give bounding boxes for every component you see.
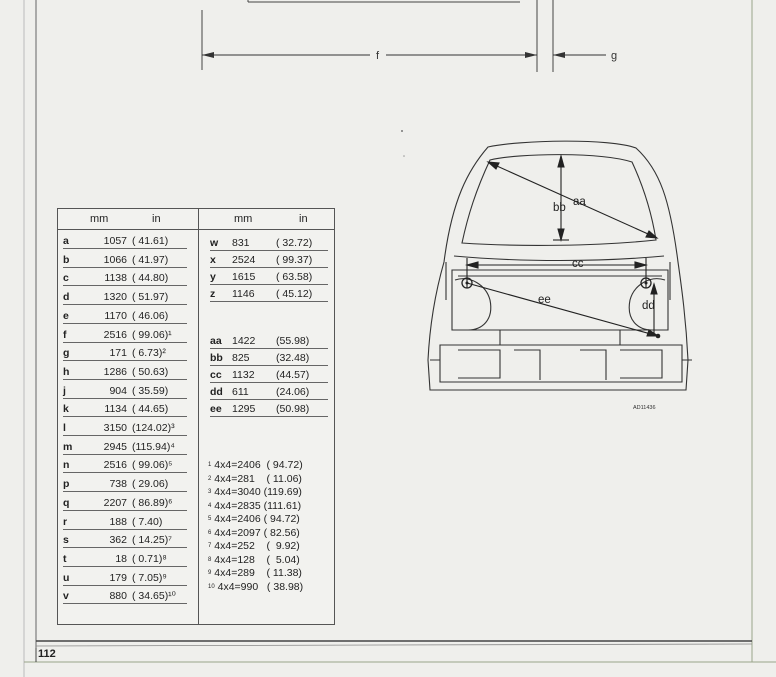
row-rule bbox=[210, 382, 328, 383]
row-rule bbox=[63, 603, 187, 604]
row-mm: 171 bbox=[109, 347, 127, 360]
row-key: h bbox=[63, 365, 70, 378]
row-in: ( 0.71)⁸ bbox=[132, 552, 167, 565]
row-key: f bbox=[63, 328, 67, 341]
footnote-line bbox=[208, 527, 300, 539]
table-row bbox=[210, 252, 330, 268]
row-key: bb bbox=[210, 352, 223, 364]
row-key: cc bbox=[210, 369, 222, 381]
table-row bbox=[63, 439, 193, 455]
footnote-line bbox=[208, 540, 300, 552]
row-in: ( 41.61) bbox=[132, 235, 169, 247]
row-rule bbox=[63, 248, 187, 249]
label-aa: aa bbox=[573, 196, 586, 208]
row-rule bbox=[63, 529, 187, 530]
footnote-line bbox=[208, 513, 300, 525]
row-rule bbox=[210, 267, 328, 268]
row-mm: 2516 bbox=[103, 328, 127, 341]
footnote-line bbox=[208, 473, 302, 485]
table-row bbox=[63, 270, 193, 286]
row-rule bbox=[63, 547, 187, 548]
footnote-text: 4x4=128 ( 5.04) bbox=[211, 553, 300, 566]
row-mm: 904 bbox=[109, 384, 127, 397]
footnote-marker: 3 bbox=[208, 489, 212, 495]
row-mm: 179 bbox=[109, 571, 127, 584]
row-rule bbox=[210, 284, 328, 285]
footnote-text: 4x4=990 ( 38.98) bbox=[214, 580, 304, 593]
row-key: n bbox=[63, 459, 70, 472]
label-ee: ee bbox=[538, 294, 551, 306]
table-row bbox=[210, 286, 330, 302]
row-rule bbox=[210, 348, 328, 349]
table-row bbox=[63, 532, 193, 548]
row-mm: 1132 bbox=[232, 369, 255, 381]
row-in: (55.98) bbox=[276, 335, 310, 347]
row-key: e bbox=[63, 309, 69, 322]
row-rule bbox=[63, 491, 187, 492]
footnote-text: 4x4=3040 (119.69) bbox=[211, 486, 302, 498]
row-in: ( 99.37) bbox=[276, 254, 313, 266]
footnote-line bbox=[208, 581, 303, 593]
footnote-text: 4x4=2097 ( 82.56) bbox=[211, 526, 300, 539]
row-in: (44.57) bbox=[276, 369, 310, 381]
table-header-rule bbox=[58, 229, 334, 230]
row-rule bbox=[63, 379, 187, 380]
row-in: (32.48) bbox=[276, 352, 310, 364]
footnote-line bbox=[208, 554, 300, 566]
row-rule bbox=[210, 250, 328, 251]
footnote-marker: 10 bbox=[208, 583, 215, 590]
row-in: ( 34.65)¹⁰ bbox=[132, 590, 176, 603]
row-in: ( 41.97) bbox=[132, 253, 169, 266]
row-mm: 3150 bbox=[103, 422, 127, 434]
row-in: (50.98) bbox=[276, 403, 310, 415]
footnote-marker: 7 bbox=[208, 543, 212, 549]
dimension-g-label: g bbox=[611, 50, 618, 62]
row-rule bbox=[63, 285, 187, 286]
row-rule bbox=[63, 566, 187, 567]
page-number: 112 bbox=[38, 648, 56, 660]
table-row bbox=[63, 457, 193, 473]
footnote-text: 4x4=289 ( 11.38) bbox=[211, 567, 302, 579]
row-mm: 1422 bbox=[232, 335, 256, 347]
row-mm: 1615 bbox=[232, 271, 256, 283]
row-key: w bbox=[210, 237, 219, 249]
row-mm: 825 bbox=[232, 352, 250, 364]
row-in: ( 86.89)⁶ bbox=[132, 496, 173, 509]
row-key: z bbox=[210, 288, 216, 300]
footnote-text: 4x4=2406 ( 94.72) bbox=[211, 513, 300, 525]
footnote-marker: 6 bbox=[208, 529, 212, 536]
row-in: ( 46.06) bbox=[132, 309, 169, 322]
row-mm: 2516 bbox=[103, 459, 127, 472]
row-mm: 1295 bbox=[232, 403, 256, 415]
row-in: (115.94)⁴ bbox=[132, 440, 175, 453]
row-key: g bbox=[63, 347, 70, 360]
figure-code: AD11436 bbox=[633, 405, 656, 411]
row-rule bbox=[63, 416, 187, 417]
row-key: c bbox=[63, 272, 69, 285]
row-in: ( 44.65) bbox=[132, 403, 169, 416]
label-bb: bb bbox=[553, 202, 566, 214]
row-key: a bbox=[63, 235, 69, 247]
row-key: j bbox=[63, 384, 66, 397]
row-mm: 2524 bbox=[232, 254, 256, 266]
table-row bbox=[63, 252, 193, 268]
row-mm: 1170 bbox=[104, 309, 127, 322]
row-rule bbox=[210, 416, 328, 417]
row-key: aa bbox=[210, 335, 222, 347]
row-rule bbox=[63, 304, 187, 305]
left-header-in: in bbox=[152, 213, 161, 225]
table-row bbox=[63, 308, 193, 324]
row-mm: 738 bbox=[109, 478, 127, 491]
table-row bbox=[63, 401, 193, 417]
table-row bbox=[63, 495, 193, 511]
row-mm: 2207 bbox=[103, 496, 127, 509]
row-mm: 188 bbox=[109, 515, 127, 528]
table-row bbox=[63, 289, 193, 305]
row-mm: 880 bbox=[109, 590, 127, 603]
table-row bbox=[63, 588, 193, 604]
row-in: ( 7.05)⁹ bbox=[132, 571, 167, 584]
row-key: d bbox=[63, 291, 70, 304]
table-row bbox=[63, 476, 193, 492]
table-row bbox=[63, 551, 193, 567]
table-row bbox=[63, 364, 193, 380]
row-rule bbox=[63, 472, 187, 473]
table-row bbox=[63, 570, 193, 586]
row-mm: 1057 bbox=[103, 235, 127, 247]
row-rule bbox=[210, 399, 328, 400]
dimensions-table bbox=[57, 208, 335, 625]
row-key: v bbox=[63, 590, 69, 603]
row-key: p bbox=[63, 478, 70, 491]
footnote-marker: 4 bbox=[208, 502, 212, 509]
footnote-line bbox=[208, 459, 303, 471]
row-rule bbox=[63, 585, 187, 586]
row-mm: 362 bbox=[109, 534, 127, 547]
row-in: ( 99.06)¹ bbox=[132, 328, 172, 341]
row-in: ( 7.40) bbox=[132, 515, 163, 528]
row-key: ee bbox=[210, 403, 222, 415]
footnote-marker: 9 bbox=[208, 570, 212, 576]
row-rule bbox=[63, 510, 187, 511]
table-row bbox=[63, 383, 193, 399]
table-row bbox=[210, 350, 330, 366]
table-row bbox=[210, 269, 330, 285]
footnote-text: 4x4=252 ( 9.92) bbox=[211, 540, 300, 552]
row-mm: 831 bbox=[232, 237, 250, 249]
table-row bbox=[63, 327, 193, 343]
row-mm: 1134 bbox=[104, 403, 127, 416]
row-mm: 1138 bbox=[104, 272, 127, 285]
row-key: k bbox=[63, 403, 69, 416]
table-row bbox=[63, 514, 193, 530]
label-dd: dd bbox=[642, 300, 655, 312]
footnote-marker: 8 bbox=[208, 556, 212, 563]
footnote-marker: 1 bbox=[208, 462, 212, 468]
table-row bbox=[210, 367, 330, 383]
table-row bbox=[63, 233, 193, 249]
table-row bbox=[63, 420, 193, 436]
row-rule bbox=[63, 342, 187, 343]
row-in: ( 6.73)² bbox=[132, 347, 166, 360]
row-in: ( 99.06)⁵ bbox=[132, 459, 173, 472]
row-rule bbox=[63, 435, 187, 436]
table-row bbox=[210, 384, 330, 400]
footnote-marker: 2 bbox=[208, 475, 212, 482]
row-in: (124.02)³ bbox=[132, 422, 175, 434]
footnote-line bbox=[208, 567, 302, 579]
row-rule bbox=[63, 267, 187, 268]
footnote-text: 4x4=2835 (111.61) bbox=[211, 499, 302, 512]
row-in: ( 14.25)⁷ bbox=[132, 534, 172, 547]
row-mm: 1066 bbox=[103, 253, 127, 266]
footnote-line bbox=[208, 500, 301, 512]
table-row bbox=[210, 235, 330, 251]
row-in: ( 35.59) bbox=[132, 384, 169, 397]
row-in: ( 51.97) bbox=[132, 291, 169, 304]
row-in: (24.06) bbox=[276, 386, 310, 398]
table-row bbox=[210, 333, 330, 349]
row-key: b bbox=[63, 253, 70, 266]
row-key: t bbox=[63, 552, 67, 565]
label-cc: cc bbox=[572, 258, 584, 270]
row-key: u bbox=[63, 571, 70, 584]
row-rule bbox=[63, 398, 187, 399]
table-row bbox=[63, 345, 193, 361]
row-rule bbox=[63, 323, 187, 324]
row-in: ( 32.72) bbox=[276, 237, 313, 249]
row-key: s bbox=[63, 534, 69, 547]
row-in: ( 44.80) bbox=[132, 272, 169, 285]
footnote-text: 4x4=281 ( 11.06) bbox=[211, 472, 302, 485]
row-rule bbox=[210, 301, 328, 302]
right-header-in: in bbox=[299, 213, 308, 225]
row-key: l bbox=[63, 422, 66, 434]
left-header-mm: mm bbox=[90, 213, 109, 225]
row-key: dd bbox=[210, 386, 223, 398]
row-mm: 1286 bbox=[103, 365, 127, 378]
footnote-marker: 5 bbox=[208, 516, 212, 522]
table-column-divider bbox=[198, 209, 199, 624]
row-mm: 2945 bbox=[103, 440, 127, 453]
row-rule bbox=[63, 360, 187, 361]
row-in: ( 45.12) bbox=[276, 288, 313, 300]
row-mm: 1320 bbox=[103, 291, 127, 304]
footnote-line bbox=[208, 486, 302, 498]
row-in: ( 63.58) bbox=[276, 271, 313, 283]
row-key: y bbox=[210, 271, 216, 283]
row-mm: 1146 bbox=[232, 288, 255, 300]
row-rule bbox=[210, 365, 328, 366]
footnote-text: 4x4=2406 ( 94.72) bbox=[211, 459, 303, 471]
row-key: m bbox=[63, 440, 73, 453]
table-row bbox=[210, 401, 330, 417]
row-mm: 611 bbox=[232, 386, 249, 398]
row-key: q bbox=[63, 496, 70, 509]
row-rule bbox=[63, 454, 187, 455]
dimension-f-label: f bbox=[376, 50, 380, 62]
row-key: x bbox=[210, 254, 216, 266]
right-header-mm: mm bbox=[234, 213, 253, 225]
row-key: r bbox=[63, 515, 68, 528]
row-mm: 18 bbox=[115, 552, 127, 565]
row-in: ( 50.63) bbox=[132, 365, 169, 378]
row-in: ( 29.06) bbox=[132, 478, 169, 491]
